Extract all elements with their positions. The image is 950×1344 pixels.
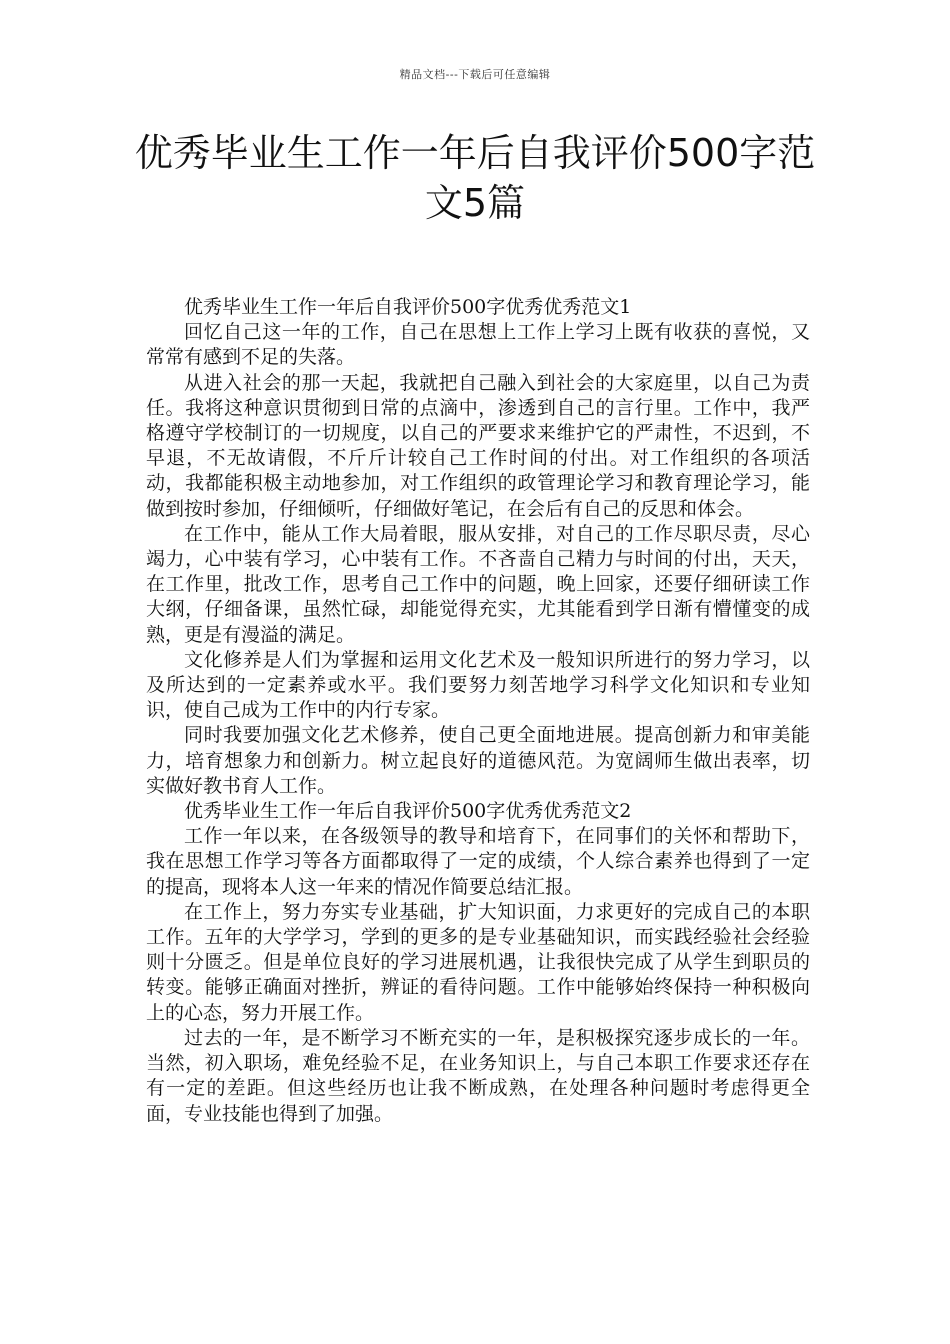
paragraph: 在工作中，能从工作大局着眼，服从安排，对自己的工作尽职尽责，尽心竭力，心中装有学习，心中装有工作。不吝啬自己精力与时间的付出，天天，在工作里，批改工作，思考自己工作中的问题，晚上回家，还要仔细研读工作大纲，仔细备课，虽然忙碌，却能觉得充实，尤其能看到学日渐有懵懂变的成熟，更是有漫溢的满足。 — [146, 522, 810, 646]
paragraph: 文化修养是人们为掌握和运用文化艺术及一般知识所进行的努力学习，以及所达到的一定素养或水平。我们要努力刻苦地学习科学文化知识和专业知识，使自己成为工作中的内行专家。 — [146, 648, 810, 722]
paragraph-heading-2: 优秀毕业生工作一年后自我评价500字优秀优秀范文2 — [184, 800, 632, 823]
document-title: 优秀毕业生工作一年后自我评价500字范文5篇 — [134, 131, 816, 225]
paragraph: 过去的一年，是不断学习不断充实的一年，是积极探究逐步成长的一年。当然，初入职场，难免经验不足，在业务知识上，与自己本职工作要求还存在有一定的差距。但这些经历也让我不断成熟，在处理各种问题时考虑得更全面，专业技能也得到了加强。 — [146, 1026, 810, 1125]
header-note: 精品文档---下载后可任意编辑 — [399, 68, 551, 81]
paragraph: 工作一年以来，在各级领导的教导和培育下，在同事们的关怀和帮助下，我在思想工作学习等各方面都取得了一定的成绩，个人综合素养也得到了一定的提高，现将本人这一年来的情况作简要总结汇报。 — [146, 825, 810, 898]
paragraph: 从进入社会的那一天起，我就把自己融入到社会的大家庭里，以自己为责任。我将这种意识贯彻到日常的点滴中，渗透到自己的言行里。工作中，我严格遵守学校制订的一切规度，以自己的严要求来维护它的严肃性，不迟到，不早退，不无故请假，不斤斤计较自己工作时间的付出。对工作组织的各项活动，我都能积极主动地参加，对工作组织的政管理论学习和教育理论学习，能做到按时参加，仔细倾听，仔细做好笔记，在会后有自己的反思和体会。 — [146, 371, 810, 520]
paragraph: 在工作上，努力夯实专业基础，扩大知识面，力求更好的完成自己的本职工作。五年的大学学习，学到的更多的是专业基础知识，而实践经验社会经验则十分匮乏。但是单位良好的学习进展机遇，让我很快完成了从学生到职员的转变。能够正确面对挫折，辨证的看待问题。工作中能够始终保持一种积极向上的心态，努力开展工作。 — [146, 900, 810, 1024]
paragraph-heading-1: 优秀毕业生工作一年后自我评价500字优秀优秀范文1 — [184, 296, 632, 318]
paragraph: 同时我要加强文化艺术修养，使自己更全面地进展。提高创新力和审美能力，培育想象力和创新力。树立起良好的道德风范。为宽阔师生做出表率，切实做好教书育人工作。 — [146, 724, 810, 797]
paragraph: 回忆自己这一年的工作，自己在思想上工作上学习上既有收获的喜悦，又常常有感到不足的失落。 — [146, 321, 810, 369]
document-body — [146, 295, 810, 1127]
